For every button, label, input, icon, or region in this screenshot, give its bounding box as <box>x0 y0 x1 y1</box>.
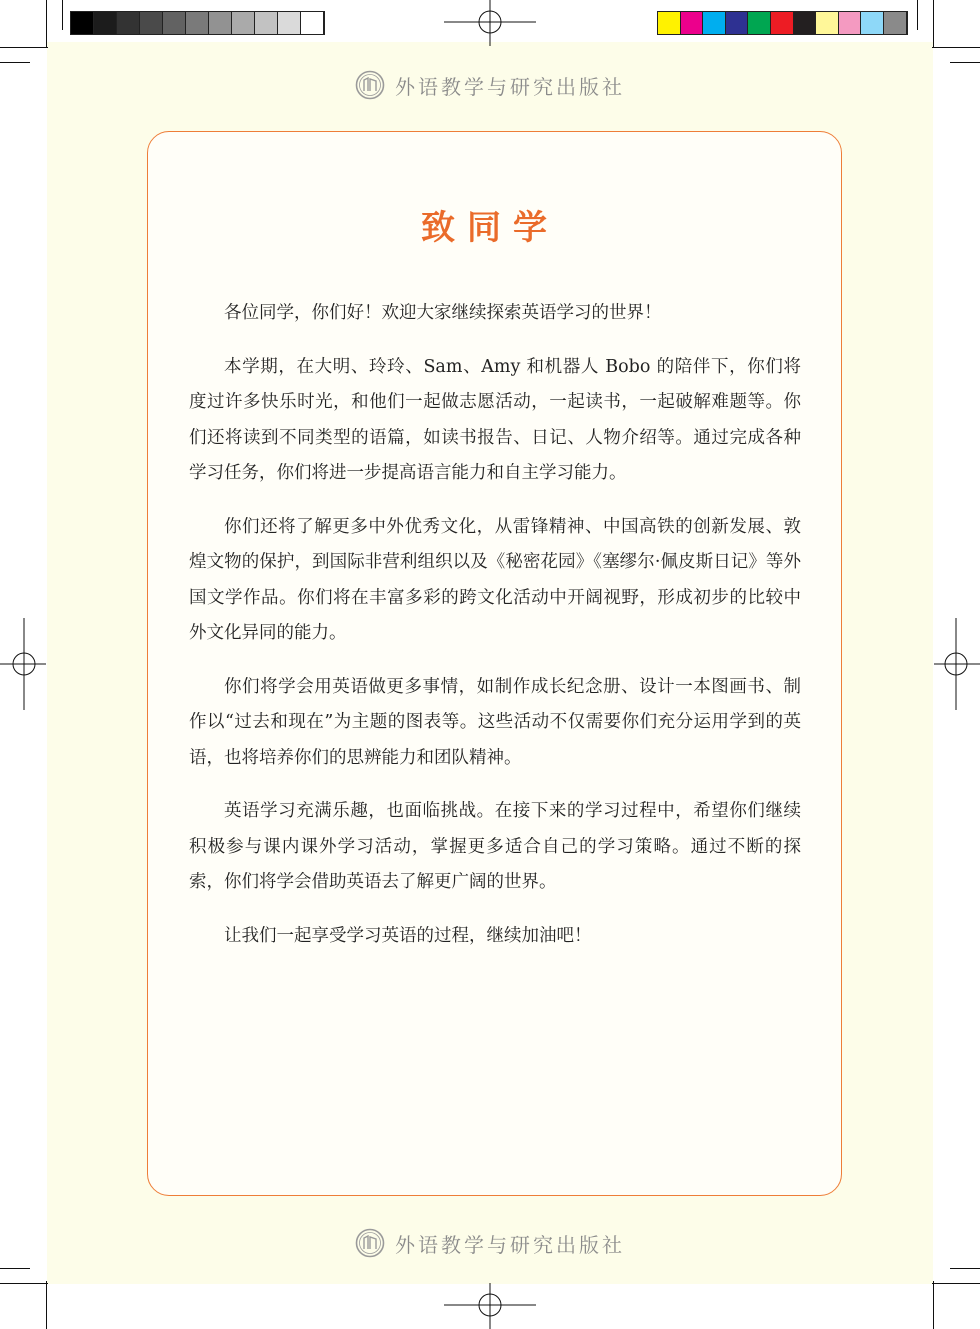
gray-swatch <box>94 12 117 34</box>
gray-swatch <box>255 12 278 34</box>
crop-mark <box>932 47 980 48</box>
letter-paragraph: 你们将学会用英语做更多事情，如制作成长纪念册、设计一本图画书、制作以“过去和现在”为主题的图表等。这些活动不仅需要你们充分运用学到的英语，也将培养你们的思辨能力和团队精神。 <box>189 676 801 768</box>
gray-swatch <box>186 12 209 34</box>
color-swatch <box>703 12 726 34</box>
crop-mark <box>62 0 63 30</box>
gray-swatch <box>301 12 324 34</box>
publisher-name: 外语教学与研究出版社 <box>395 74 625 99</box>
fltrp-logo-icon <box>355 70 385 100</box>
publisher-name: 外语教学与研究出版社 <box>395 1232 625 1257</box>
gray-swatch <box>140 12 163 34</box>
color-calibration-strip <box>657 11 908 35</box>
color-swatch <box>794 12 817 34</box>
crop-mark <box>917 0 918 30</box>
registration-mark-right <box>934 618 980 710</box>
letter-title: 致同学 <box>421 208 559 248</box>
letter-body <box>189 296 801 972</box>
letter-paragraph: 让我们一起享受学习英语的过程，继续加油吧！ <box>224 925 592 946</box>
color-swatch <box>681 12 704 34</box>
crop-mark <box>0 47 48 48</box>
gray-swatch <box>163 12 186 34</box>
gray-swatch <box>117 12 140 34</box>
color-swatch <box>861 12 884 34</box>
crop-mark <box>0 1268 30 1269</box>
crop-mark <box>933 0 934 48</box>
color-swatch <box>816 12 839 34</box>
letter-paragraph: 本学期，在大明、玲玲、Sam、Amy 和机器人 Bobo 的陪伴下，你们将度过许多快乐时光，和他们一起做志愿活动，一起读书，一起破解难题等。你们还将读到不同类型的语篇，如读书报告、日记、人物介绍等。通过完成各种学习任务，你们将进一步提高语言能力和自主学习能力。 <box>189 356 801 483</box>
gray-swatch <box>209 12 232 34</box>
crop-mark <box>46 0 47 48</box>
letter-paragraph: 你们还将了解更多中外优秀文化，从雷锋精神、中国高铁的创新发展、敦煌文物的保护，到国际非营利组织以及《秘密花园》《塞缪尔·佩皮斯日记》等外国文学作品。你们将在丰富多彩的跨文化活动中开阔视野，形成初步的比较中外文化异同的能力。 <box>189 516 801 643</box>
registration-mark-top <box>444 0 536 46</box>
color-swatch <box>726 12 749 34</box>
letter-paragraph: 英语学习充满乐趣，也面临挑战。在接下来的学习过程中，希望你们继续积极参与课内课外学习活动，掌握更多适合自己的学习策略。通过不断的探索，你们将学会借助英语去了解更广阔的世界。 <box>189 801 801 892</box>
crop-mark <box>933 1281 934 1329</box>
publisher-footer <box>0 1228 980 1258</box>
color-swatch <box>771 12 794 34</box>
crop-mark <box>950 62 980 63</box>
publisher-header <box>0 70 980 100</box>
crop-mark <box>46 1281 47 1329</box>
letter-paragraph: 各位同学，你们好！欢迎大家继续探索英语学习的世界！ <box>224 303 662 323</box>
gray-swatch <box>278 12 301 34</box>
color-swatch <box>884 12 907 34</box>
gray-swatch <box>71 12 94 34</box>
crop-mark <box>950 1268 980 1269</box>
color-swatch <box>658 12 681 34</box>
grayscale-calibration-strip <box>70 11 325 35</box>
fltrp-logo-icon <box>355 1228 385 1258</box>
crop-mark <box>932 1283 980 1284</box>
crop-mark <box>0 62 30 63</box>
registration-mark-left <box>0 618 46 710</box>
color-swatch <box>748 12 771 34</box>
color-swatch <box>839 12 862 34</box>
crop-mark <box>0 1283 48 1284</box>
gray-swatch <box>232 12 255 34</box>
registration-mark-bottom <box>444 1283 536 1329</box>
